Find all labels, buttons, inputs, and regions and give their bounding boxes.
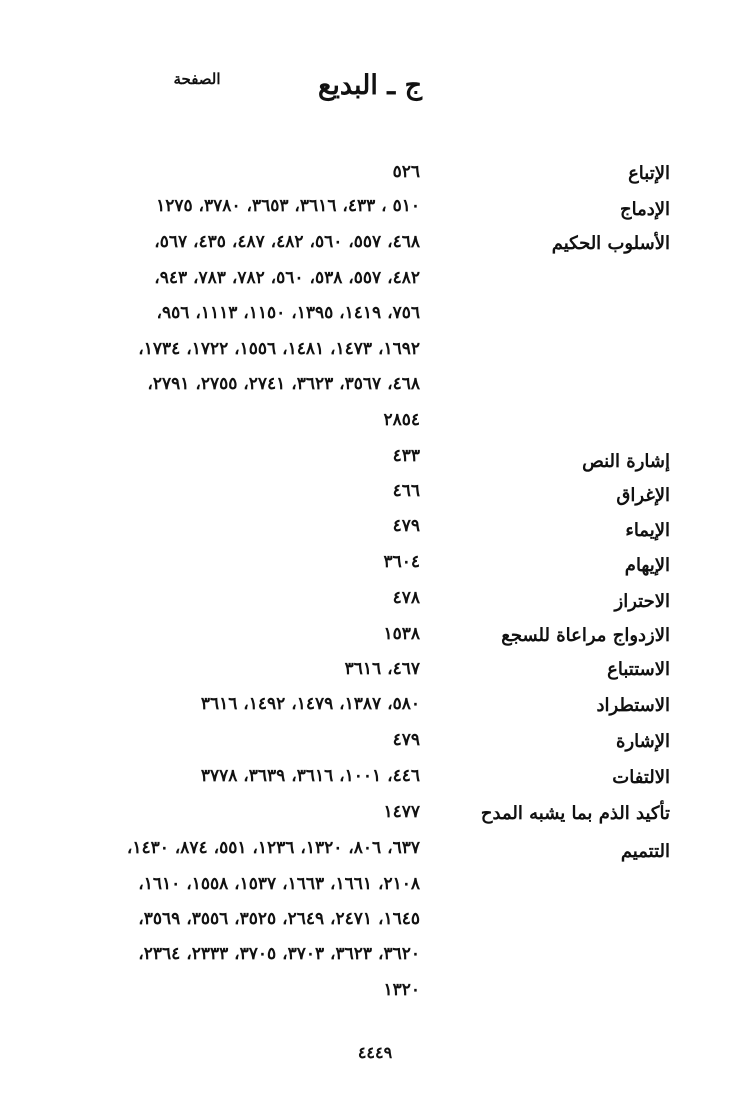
page-reference-line: ٥٨٠، ١٣٨٧، ١٤٧٩، ١٤٩٢، ٣٦١٦ — [200, 694, 420, 714]
page-reference-line: ٤٧٨ — [392, 588, 420, 608]
index-term: الإيهام — [624, 555, 670, 576]
page-reference-line: ٤٧٩ — [392, 516, 420, 536]
index-term: الإغراق — [616, 485, 670, 506]
index-term: الاحتراز — [614, 591, 670, 612]
page-reference-line: ٤٧٩ — [392, 730, 420, 750]
page-reference-line: ١٣٢٠ — [383, 980, 420, 1000]
page-reference-line: ٤٦٨، ٥٥٧، ٥٦٠، ٤٨٢، ٤٨٧، ٤٣٥، ٥٦٧، — [154, 232, 420, 252]
index-term: الاستتباع — [607, 659, 670, 680]
page-reference-line: ٥١٠ ، ٤٣٣، ٣٦١٦، ٣٦٥٣، ٣٧٨٠، ١٢٧٥ — [156, 196, 420, 216]
page-column-label: الصفحة — [173, 70, 221, 88]
page-reference-line: ٥٢٦ — [392, 162, 420, 182]
page-reference-line: ٢١٠٨، ١٦٦١، ١٦٦٣، ١٥٣٧، ١٥٥٨، ١٦١٠، — [138, 874, 420, 894]
page-reference-line: ٤٦٨، ٣٥٦٧، ٣٦٢٣، ٢٧٤١، ٢٧٥٥، ٢٧٩١، — [147, 374, 420, 394]
page-reference-line: ٤٤٦، ١٠٠١، ٣٦١٦، ٣٦٣٩، ٣٧٧٨ — [200, 766, 420, 786]
index-term: التتميم — [620, 841, 670, 862]
index-term: الإيماء — [625, 520, 670, 541]
index-term: الإدماج — [619, 199, 670, 220]
page-reference-line: ١٦٤٥، ٢٤٧١، ٢٦٤٩، ٣٥٢٥، ٣٥٥٦، ٣٥٦٩، — [138, 909, 420, 929]
page-reference-line: ٧٥٦، ١٤١٩، ١٣٩٥، ١١٥٠، ١١١٣، ٩٥٦، — [156, 303, 420, 323]
page-reference-line: ٤٦٦ — [392, 481, 420, 501]
index-term: الالتفات — [612, 767, 670, 788]
page-reference-line: ٣٦٠٤ — [383, 552, 420, 572]
index-term: الازدواج مراعاة للسجع — [501, 625, 670, 646]
page-reference-line: ٢٨٥٤ — [383, 410, 420, 430]
page-reference-line: ٤٦٧، ٣٦١٦ — [344, 659, 420, 679]
index-term: الأسلوب الحكيم — [551, 233, 670, 254]
index-term: الإتباع — [628, 163, 670, 184]
index-term: تأكيد الذم بما يشبه المدح — [480, 803, 670, 824]
page-reference-line: ٤٣٣ — [392, 446, 420, 466]
page-number: ٤٤٤٩ — [357, 1043, 393, 1062]
page-reference-line: ٦٣٧، ٨٠٦، ١٣٢٠، ١٢٣٦، ٥٥١، ٨٧٤، ١٤٣٠، — [126, 838, 420, 858]
page-reference-line: ١٦٩٢، ١٤٧٣، ١٤٨١، ١٥٥٦، ١٧٢٢، ١٧٣٤، — [138, 339, 420, 359]
index-term: الإشارة — [616, 731, 670, 752]
index-term: الاستطراد — [596, 695, 670, 716]
section-title: ج ـ البديع — [317, 70, 423, 101]
page-reference-line: ١٤٧٧ — [383, 802, 420, 822]
page-reference-line: ١٥٣٨ — [383, 624, 420, 644]
page-reference-line: ٤٨٢، ٥٥٧، ٥٣٨، ٥٦٠، ٧٨٢، ٧٨٣، ٩٤٣، — [154, 268, 420, 288]
page-reference-line: ٣٦٢٠، ٣٦٢٣، ٣٧٠٣، ٣٧٠٥، ٢٣٣٣، ٢٣٦٤، — [138, 944, 420, 964]
index-term: إشارة النص — [582, 451, 670, 472]
